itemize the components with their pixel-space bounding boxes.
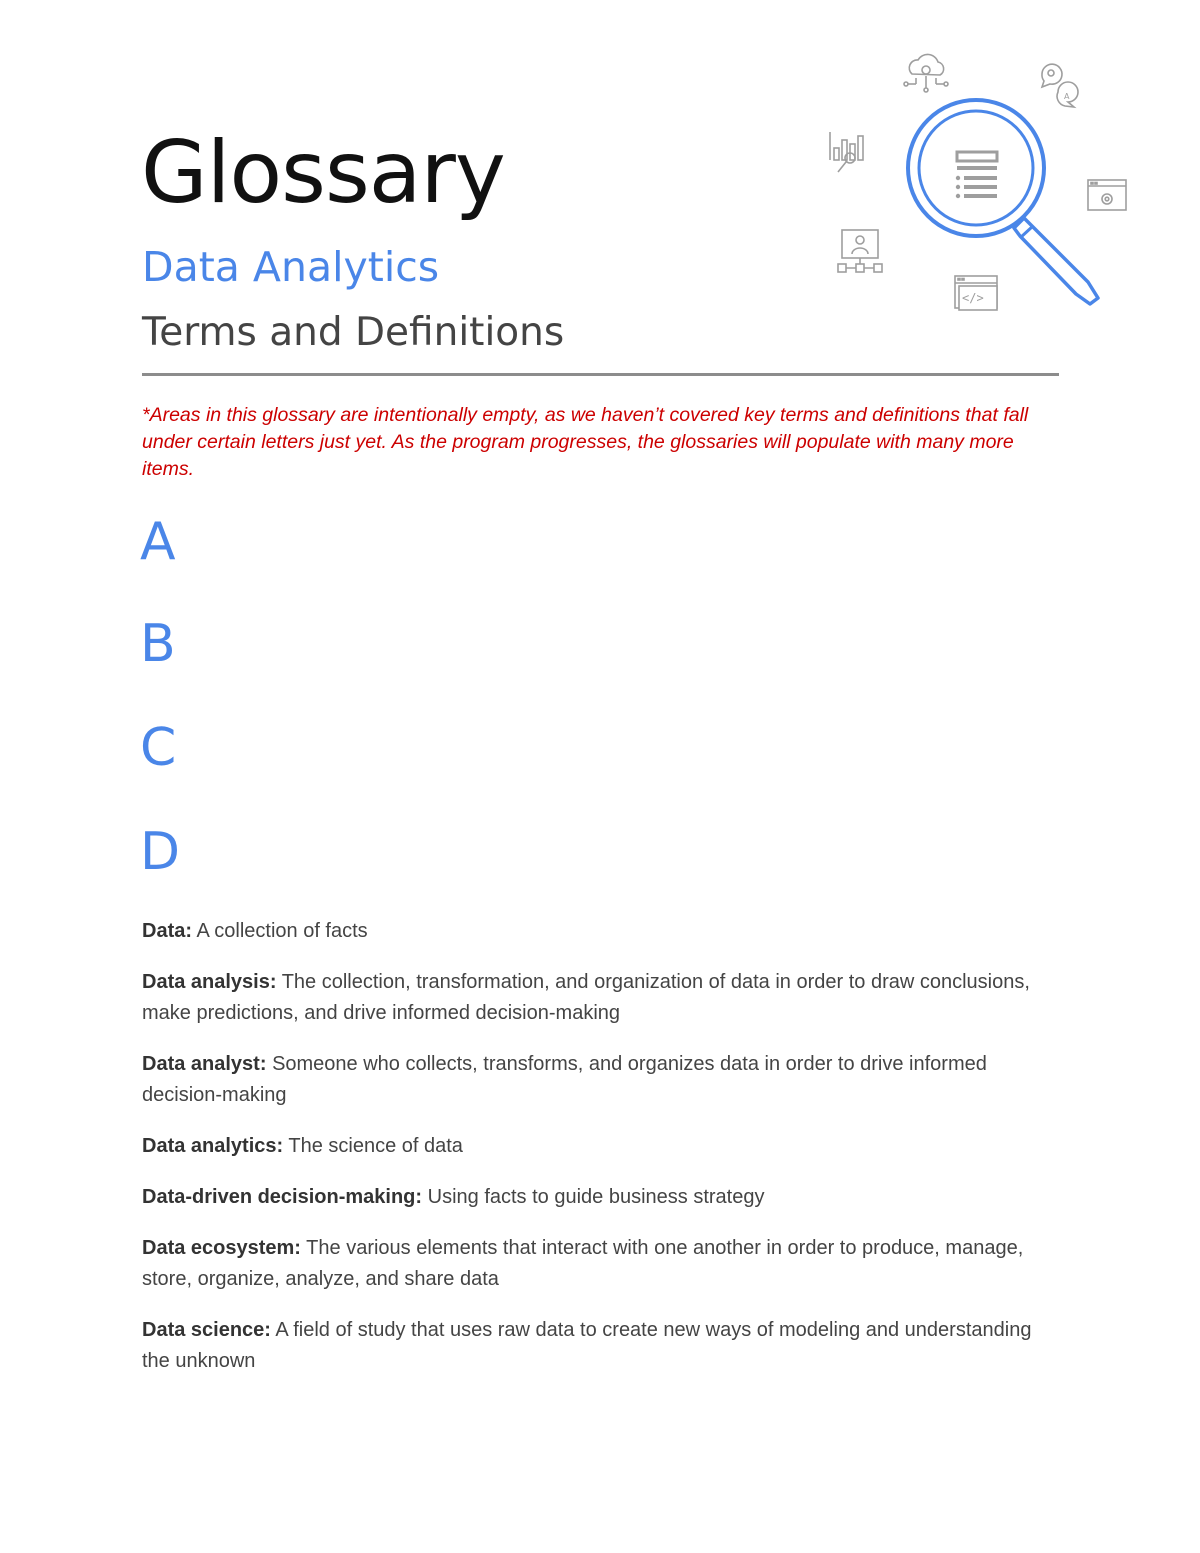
glossary-term: Data:	[142, 920, 193, 942]
glossary-definition: Using facts to guide business strategy	[427, 1186, 765, 1208]
section-letter-a: A	[140, 512, 176, 572]
glossary-term: Data analytics:	[142, 1135, 284, 1157]
header-divider	[142, 373, 1059, 376]
glossary-entry	[142, 1315, 1062, 1377]
glossary-term: Data ecosystem:	[142, 1237, 301, 1259]
glossary-definition: The science of data	[288, 1135, 463, 1157]
browser-settings-icon	[1088, 180, 1126, 210]
page-subtitle-secondary: Terms and Definitions	[142, 310, 565, 355]
user-hierarchy-icon	[838, 230, 882, 272]
header-illustration	[820, 40, 1140, 330]
section-letter-c: C	[140, 718, 177, 778]
glossary-term: Data-driven decision-making:	[142, 1186, 423, 1208]
chat-bubbles-icon	[1042, 64, 1078, 107]
section-letter-d: D	[140, 822, 181, 882]
page-subtitle: Data Analytics	[142, 243, 440, 291]
magnifying-glass-icon	[908, 100, 1098, 304]
glossary-term: Data analysis:	[142, 971, 277, 993]
glossary-note: *Areas in this glossary are intentionally empty, as we haven’t covered key terms and definitions that fall under certain letters just yet. As the program progresses, the glossaries will populate with many more items.	[142, 404, 1029, 480]
code-window-icon	[955, 276, 997, 310]
glossary-entry	[142, 967, 1062, 1029]
chart-search-icon	[830, 132, 863, 172]
glossary-term: Data analyst:	[142, 1053, 267, 1075]
glossary-entry	[142, 1049, 1062, 1111]
glossary-entry	[142, 1182, 1062, 1213]
cloud-network-icon	[904, 54, 948, 92]
glossary-definition: The various elements that interact with one another in order to produce, manage, store, organize, analyze, and share data	[142, 1237, 1024, 1290]
page-title: Glossary	[141, 123, 505, 223]
glossary-entry	[142, 1131, 1062, 1162]
glossary-definition: The collection, transformation, and organization of data in order to draw conclusions, make predictions, and drive informed decision-making	[142, 971, 1030, 1024]
glossary-entries-d	[142, 916, 1062, 1397]
section-letter-b: B	[140, 614, 176, 674]
glossary-definition: A field of study that uses raw data to create new ways of modeling and understanding the unknown	[142, 1319, 1032, 1372]
glossary-entry	[142, 916, 1062, 947]
glossary-term: Data science:	[142, 1319, 271, 1341]
glossary-definition: Someone who collects, transforms, and organizes data in order to drive informed decision-making	[142, 1053, 987, 1106]
svg-text:</>: </>	[962, 291, 984, 305]
glossary-definition: A collection of facts	[196, 920, 368, 942]
svg-text:A: A	[1064, 92, 1070, 101]
glossary-entry	[142, 1233, 1062, 1295]
